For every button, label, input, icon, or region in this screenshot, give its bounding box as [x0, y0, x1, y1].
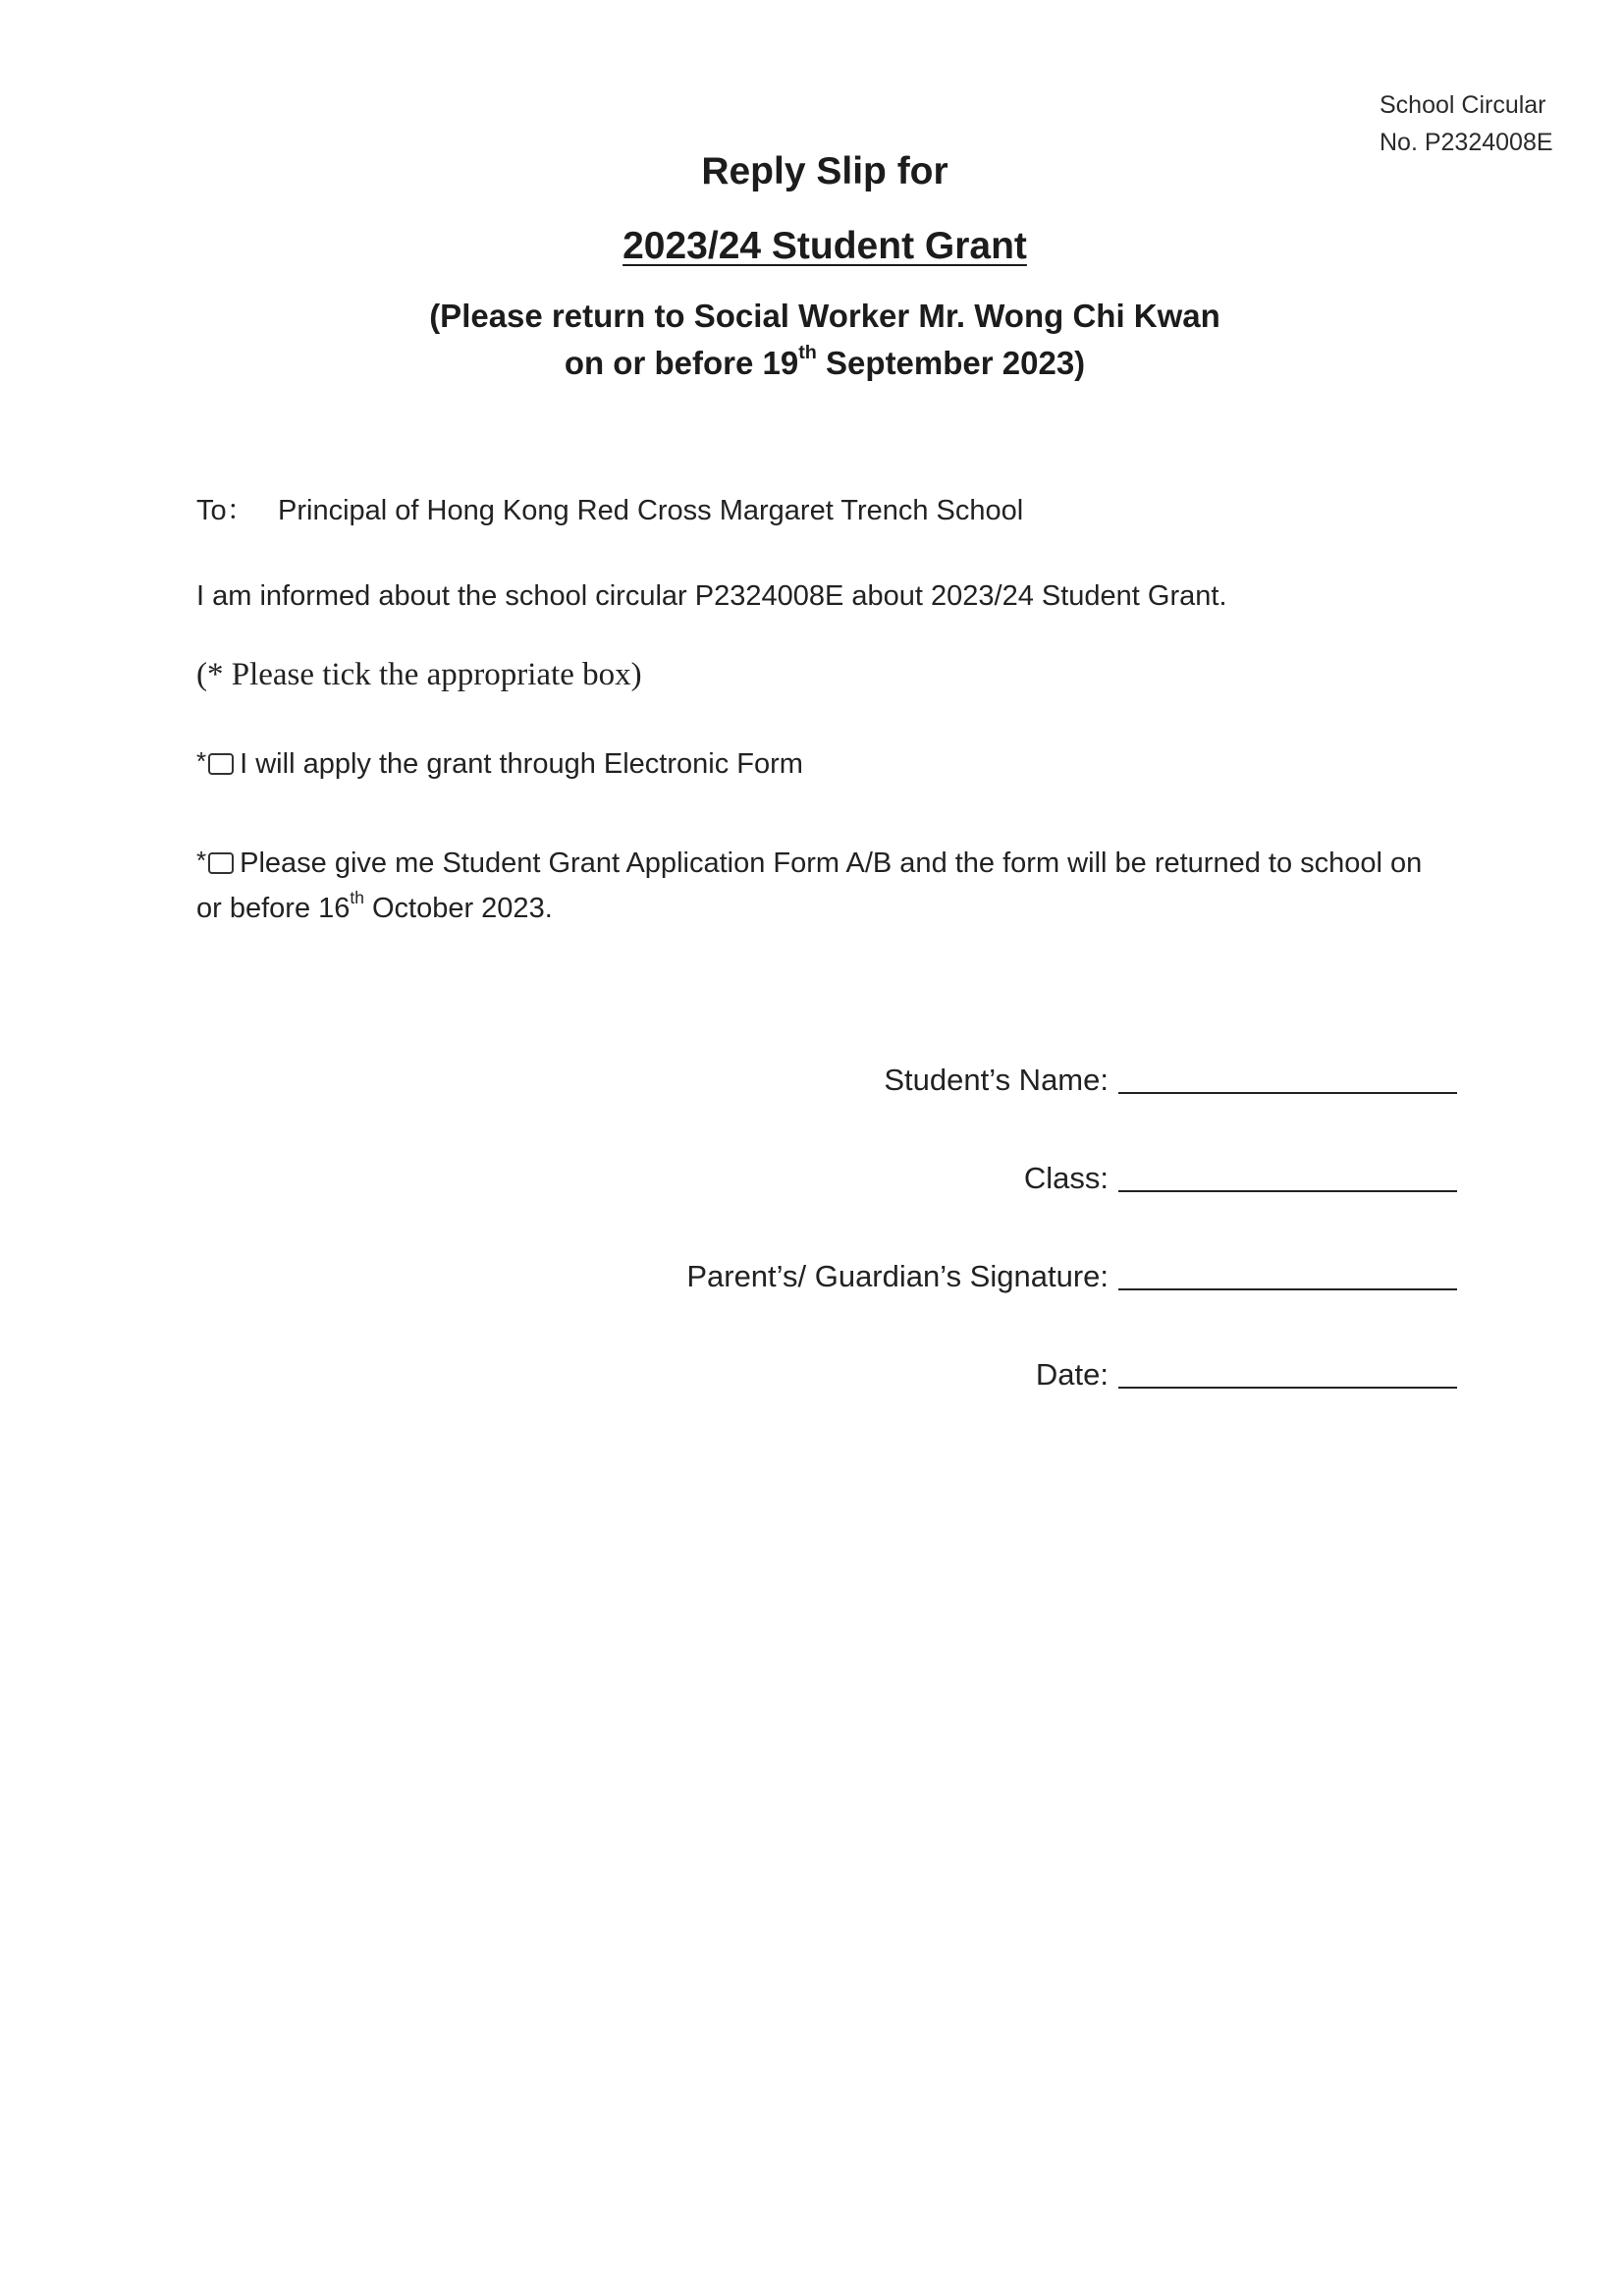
- option2-checkbox[interactable]: [208, 852, 234, 874]
- option2-label-suffix: October 2023.: [363, 893, 553, 924]
- tick-instruction: (* Please tick the appropriate box): [196, 657, 642, 692]
- title-block: [0, 147, 1624, 387]
- date-row: [1036, 1343, 1457, 1393]
- student-name-label: Student’s Name:: [884, 1063, 1109, 1097]
- deadline-suffix: September 2023): [816, 345, 1086, 381]
- addressee-line: [196, 491, 1453, 530]
- option1-label: I will apply the grant through Electronic Form: [240, 748, 803, 780]
- class-row: [1024, 1147, 1457, 1196]
- page-subtitle: 2023/24 Student Grant: [623, 225, 1027, 267]
- deadline-prefix: on or before 19: [564, 345, 799, 381]
- option2-star: *: [196, 846, 207, 875]
- option1-checkbox[interactable]: [208, 753, 234, 775]
- circular-label: School Circular: [1380, 91, 1546, 119]
- return-instruction-line2: [0, 340, 1624, 387]
- informed-statement: I am informed about the school circular P2324008E about 2023/24 Student Grant.: [196, 580, 1227, 612]
- return-instruction: [0, 293, 1624, 387]
- addressee: Principal of Hong Kong Red Cross Margaret Trench School: [278, 495, 1024, 526]
- page-title: Reply Slip for: [701, 150, 948, 192]
- circular-no: No. P2324008E: [1380, 129, 1553, 156]
- class-label: Class:: [1023, 1161, 1109, 1195]
- class-field[interactable]: [1118, 1190, 1457, 1192]
- signature-row: [686, 1245, 1457, 1294]
- parent-signature-label: Parent’s/ Guardian’s Signature:: [686, 1259, 1109, 1293]
- parent-signature-field[interactable]: [1118, 1288, 1457, 1290]
- date-field[interactable]: [1118, 1387, 1457, 1389]
- option2-sup: th: [350, 887, 364, 907]
- option2-label-prefix: Please give me Student Grant Application Form A/B and the form will be returned to school on or before 16: [196, 847, 1423, 924]
- return-instruction-line1: (Please return to Social Worker Mr. Wong Chi Kwan: [429, 298, 1220, 334]
- option-electronic-form: [196, 741, 1453, 784]
- deadline-sup: th: [798, 342, 817, 364]
- student-name-row: [884, 1049, 1457, 1098]
- to-label: To：: [196, 495, 255, 526]
- date-label: Date:: [1035, 1357, 1109, 1392]
- student-name-field[interactable]: [1118, 1092, 1457, 1094]
- option-paper-form: [196, 838, 1453, 931]
- option1-star: *: [196, 746, 207, 776]
